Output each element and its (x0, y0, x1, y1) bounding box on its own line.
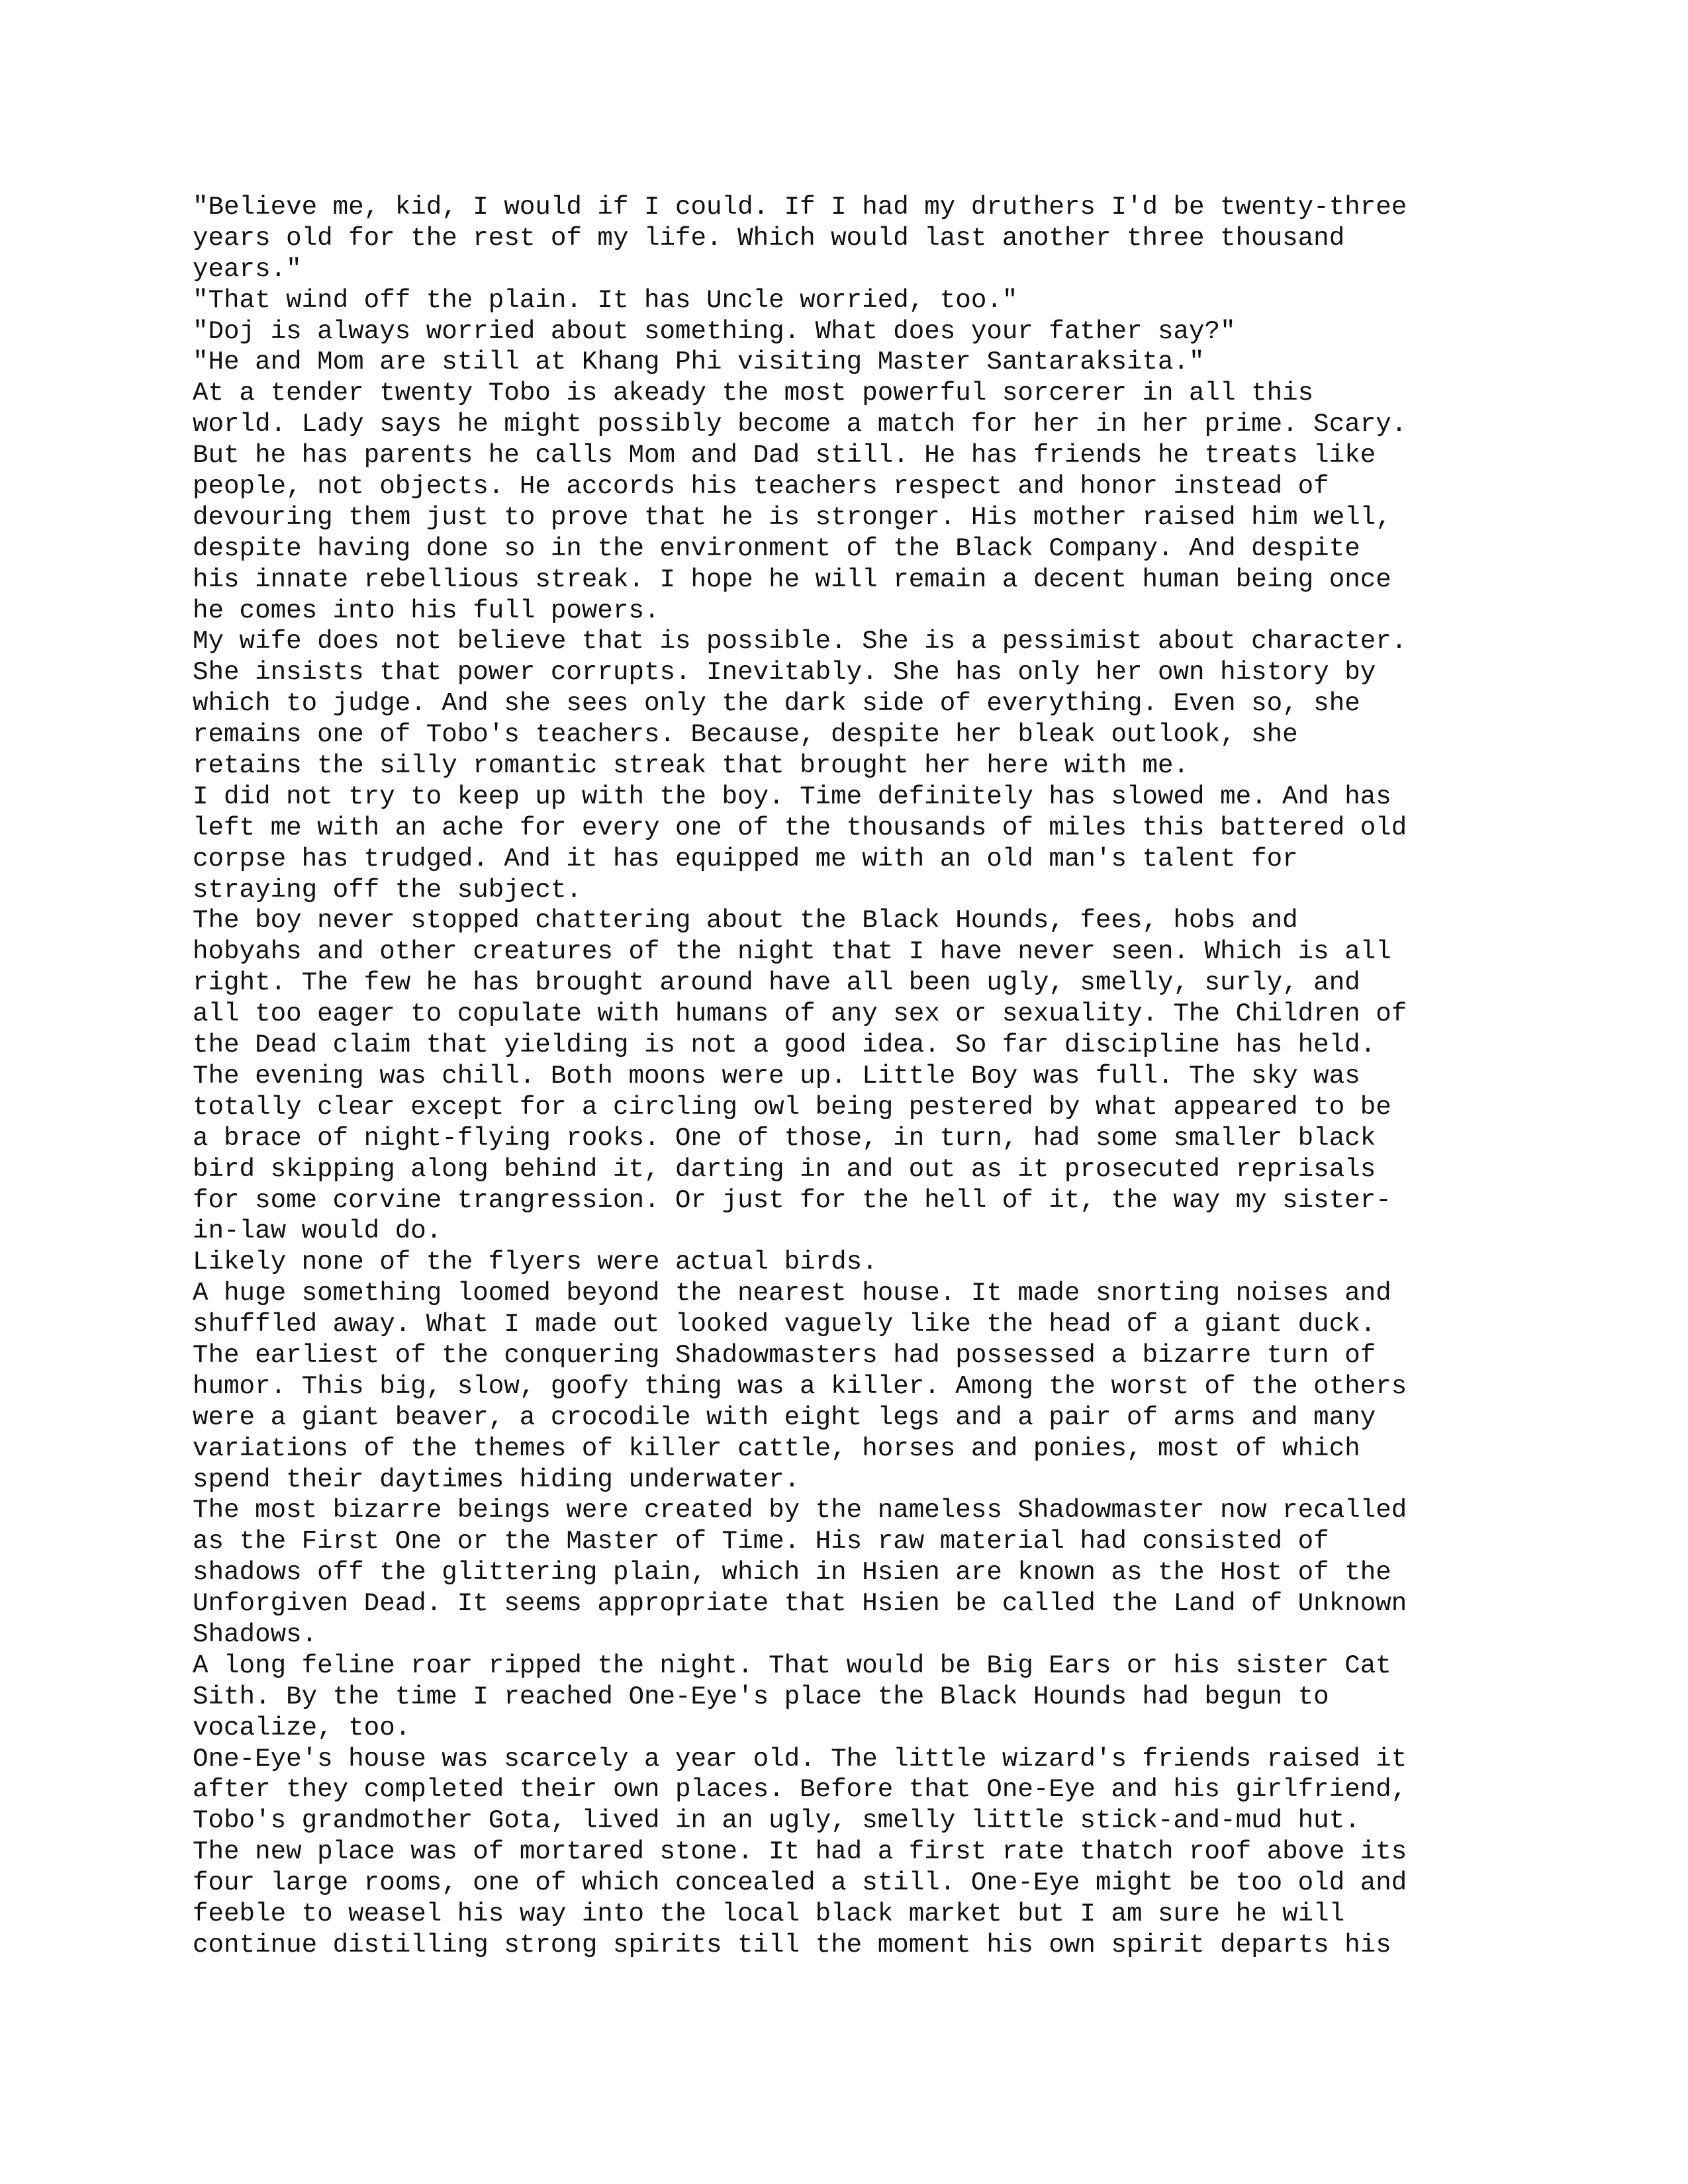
text-line: But he has parents he calls Mom and Dad still. He has friends he treats like (193, 440, 1376, 471)
text-line: straying off the subject. (193, 874, 582, 905)
text-line: left me with an ache for every one of the thousands of miles this battered old (193, 812, 1407, 842)
text-line: "Doj is always worried about something. What does your father say?" (193, 316, 1236, 346)
text-line: world. Lady says he might possibly become a match for her in her prime. Scary. (193, 409, 1407, 439)
text-line: variations of the themes of killer cattle, horses and ponies, most of which (193, 1433, 1360, 1463)
text-line: At a tender twenty Tobo is akeady the most powerful sorcerer in all this (193, 378, 1314, 408)
text-line: Shadows. (193, 1619, 318, 1649)
text-line: shadows off the glittering plain, which in Hsien are known as the Host of the (193, 1557, 1391, 1588)
text-line: remains one of Tobo's teachers. Because, despite her bleak outlook, she (193, 719, 1298, 750)
text-line: continue distilling strong spirits till the moment his own spirit departs his (193, 1929, 1391, 1960)
text-line: all too eager to copulate with humans of any sex or sexuality. The Children of (193, 999, 1407, 1029)
text-line: four large rooms, one of which concealed a still. One-Eye might be too old and (193, 1868, 1407, 1898)
text-line: A long feline roar ripped the night. That would be Big Ears or his sister Cat (193, 1650, 1391, 1680)
text-line: shuffled away. What I made out looked vaguely like the head of a giant duck. (193, 1309, 1376, 1340)
text-line: feeble to weasel his way into the local black market but I am sure he will (193, 1898, 1345, 1929)
text-line: hobyahs and other creatures of the night that I have never seen. Which is all (193, 936, 1391, 967)
text-line: corpse has trudged. And it has equipped me with an old man's talent for (193, 843, 1298, 874)
text-line: The most bizarre beings were created by the nameless Shadowmaster now recalled (193, 1495, 1407, 1525)
text-line: I did not try to keep up with the boy. Time definitely has slowed me. And has (193, 781, 1391, 811)
text-line: The boy never stopped chattering about the Black Hounds, fees, hobs and (193, 905, 1298, 936)
text-line: Likely none of the flyers were actual birds. (193, 1247, 878, 1277)
text-line: retains the silly romantic streak that brought her here with me. (193, 751, 1190, 781)
text-line: devouring them just to prove that he is stronger. His mother raised him well, (193, 502, 1391, 532)
text-line: the Dead claim that yielding is not a good idea. So far discipline has held. (193, 1030, 1376, 1060)
text-line: Unforgiven Dead. It seems appropriate that Hsien be called the Land of Unknown (193, 1588, 1407, 1619)
text-line: he comes into his full powers. (193, 595, 660, 625)
text-line: The evening was chill. Both moons were up. Little Boy was full. The sky was (193, 1060, 1360, 1091)
text-line: years old for the rest of my life. Which would last another three thousand (193, 222, 1345, 253)
text-line: "That wind off the plain. It has Uncle worried, too." (193, 285, 1018, 315)
text-line: bird skipping along behind it, darting in and out as it prosecuted reprisals (193, 1154, 1376, 1184)
text-line: "Believe me, kid, I would if I could. If I had my druthers I'd be twenty-three (193, 192, 1407, 222)
text-line: The new place was of mortared stone. It had a first rate thatch roof above its (193, 1837, 1407, 1867)
text-line: were a giant beaver, a crocodile with eight legs and a pair of arms and many (193, 1402, 1376, 1432)
text-line: right. The few he has brought around have all been ugly, smelly, surly, and (193, 968, 1360, 998)
text-line: totally clear except for a circling owl being pestered by what appeared to be (193, 1091, 1391, 1122)
text-line: as the First One or the Master of Time. His raw material had consisted of (193, 1526, 1329, 1557)
text-line: "He and Mom are still at Khang Phi visiting Master Santaraksita." (193, 347, 1205, 377)
text-line: The earliest of the conquering Shadowmasters had possessed a bizarre turn of (193, 1340, 1376, 1370)
text-line: despite having done so in the environment of the Black Company. And despite (193, 533, 1360, 563)
text-line: vocalize, too. (193, 1712, 411, 1743)
text-line: which to judge. And she sees only the dark side of everything. Even so, she (193, 688, 1360, 719)
text-line: in-law would do. (193, 1216, 442, 1246)
text-line: years." (193, 253, 302, 284)
text-line: A huge something loomed beyond the nearest house. It made snorting noises and (193, 1278, 1391, 1308)
text-line: She insists that power corrupts. Inevitably. She has only her own history by (193, 657, 1376, 688)
text-line: a brace of night-flying rooks. One of those, in turn, had some smaller black (193, 1122, 1376, 1153)
text-line: spend their daytimes hiding underwater. (193, 1464, 800, 1494)
text-line: for some corvine trangression. Or just for the hell of it, the way my sister- (193, 1185, 1391, 1215)
text-line: after they completed their own places. Before that One-Eye and his girlfriend, (193, 1774, 1407, 1805)
text-line: his innate rebellious streak. I hope he will remain a decent human being once (193, 564, 1391, 594)
text-line: My wife does not believe that is possible. She is a pessimist about character. (193, 626, 1407, 657)
text-line: Sith. By the time I reached One-Eye's place the Black Hounds had begun to (193, 1681, 1329, 1711)
text-line: people, not objects. He accords his teachers respect and honor instead of (193, 471, 1329, 502)
text-line: One-Eye's house was scarcely a year old. The little wizard's friends raised it (193, 1743, 1407, 1774)
text-line: humor. This big, slow, goofy thing was a killer. Among the worst of the others (193, 1371, 1407, 1401)
text-line: Tobo's grandmother Gota, lived in an ugly, smelly little stick-and-mud hut. (193, 1805, 1360, 1836)
body-text (193, 192, 1517, 1961)
